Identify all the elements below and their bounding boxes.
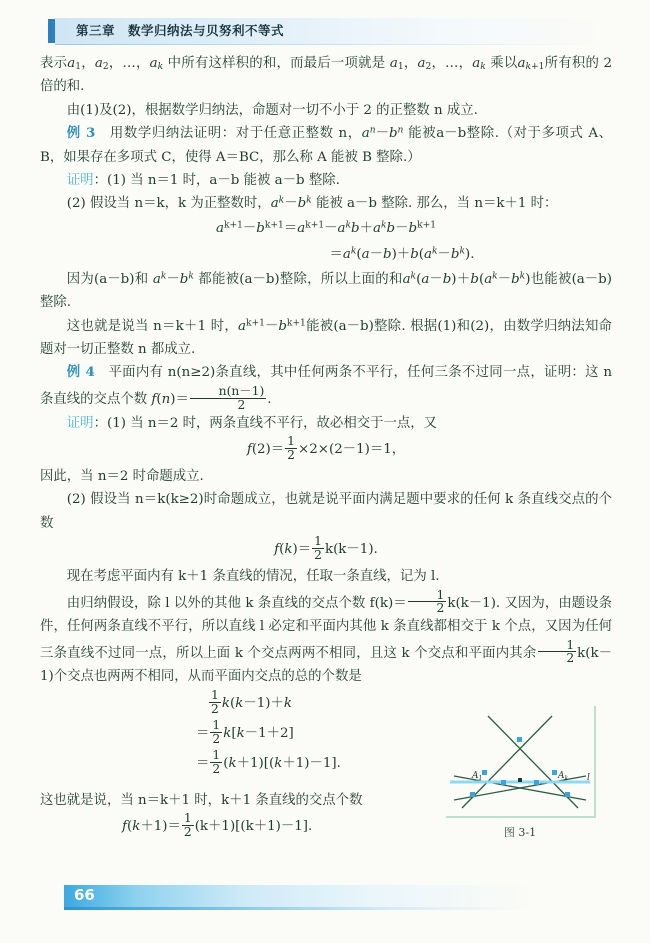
header-rule	[55, 44, 602, 45]
ex3-p3-a: 因为(a－b)和	[66, 271, 149, 287]
figure-frame-bottom	[446, 816, 596, 818]
example-4-proof-step1	[40, 412, 612, 435]
ex3-p4-a: 这也就是说当 n＝k＋1 时，	[66, 318, 238, 334]
fraction-one-half-2	[312, 535, 324, 562]
para1-part-c: 乘以	[490, 56, 518, 71]
half-den: 2	[212, 731, 221, 746]
figure-label-l: l	[587, 773, 590, 783]
chapter-title: 第三章 数学归纳法与贝努利不等式	[76, 23, 285, 38]
fraction-numerator: n(n－1)	[218, 383, 265, 398]
equation-sum-line2: ＝ $\frac{1}{2}$ k[k－1＋2]	[196, 717, 294, 746]
example-4-label: 例 4	[66, 364, 95, 381]
fraction-one-half-7	[210, 749, 222, 776]
example-3-proof-step1-text: ：(1) 当 n＝1 时，a－b 能被 a－b 整除.	[93, 173, 340, 189]
half-num: 1	[566, 637, 575, 652]
half-den: 2	[538, 651, 577, 665]
point-left-upper	[482, 770, 487, 775]
fraction-one-half-3	[408, 589, 447, 616]
page-number: 66	[74, 886, 95, 904]
half-den: 2	[314, 548, 322, 563]
figure-caption: 图 3-1	[503, 826, 537, 839]
proof-label-2: 证明	[66, 415, 94, 431]
half-den: 2	[408, 601, 447, 615]
ex3-p3-b: 都能被(a－b)整除，所以上面的和	[198, 271, 403, 287]
header-accent-bar	[48, 19, 55, 43]
equation-f2: f(2)＝ $\frac{1}{2}$ ×2×(2－1)＝1，	[246, 434, 406, 462]
para1-part-a: 表示	[40, 56, 68, 71]
paragraph-final-statement: 这也就是说，当 n＝k＋1 时，k＋1 条直线的交点个数	[40, 792, 363, 808]
equals-sign-1: ＝	[196, 725, 210, 741]
point-l-left	[501, 780, 506, 785]
half-num: 1	[287, 434, 296, 448]
equation-ak1-line1: $a^{k+1}-b^{k+1}=a^{k+1}-a^kb+a^kb-b^{k+1}$	[215, 220, 437, 236]
ex3-p4-b: 能被(a－b)整除. 根据(1)和(2)，由数学归纳法知命题对一切正整数 n 都成立.	[40, 318, 612, 358]
example-3-label: 例 3	[66, 125, 96, 142]
equation-fk: f(k)＝ $\frac{1}{2}$ k(k－1).	[274, 534, 378, 563]
fraction-one-half-4	[538, 639, 577, 666]
half-den: 2	[211, 701, 219, 716]
figure-3-1	[444, 704, 612, 854]
paragraph-continuation: 表示$a_1$，$a_2$，…，$a_k$ 中所有这样积的和，而最后一项就是 $a_1$，$a_2$，…，$a_k$ 乘以$a_{k+1}$所有积的 2 倍的和.	[40, 56, 613, 95]
fraction-n-n-minus-1-over-2	[190, 385, 266, 412]
paragraph-consider-k-plus-1: 现在考虑平面内有 k＋1 条直线的情况，任取一条直线，记为 l.	[66, 569, 440, 585]
figure-label-a1: $A_1$	[472, 771, 483, 782]
example-4-proof-step1-text: ：(1) 当 n＝2 时，两条直线不平行，故必相交于一点，又	[93, 415, 438, 431]
example-3-proof-step1	[40, 169, 612, 192]
point-top	[517, 737, 522, 742]
figure-drawing	[444, 704, 596, 816]
equation-sum-line1: $\frac{1}{2}$ k(k－1)＋k	[211, 687, 292, 716]
ex4-p4-a: 由归纳假设，除 l 以外的其他 k 条直线的交点个数 f(k)＝	[66, 595, 407, 611]
half-num: 1	[314, 534, 322, 549]
half-den: 2	[287, 447, 296, 462]
half-num: 1	[212, 747, 221, 762]
proof-label-1: 证明	[66, 173, 94, 189]
equation-ak1-line2: $=a^k(a-b)+b(a^k-b^k)$.	[329, 246, 475, 262]
ex4-p4-b: k(k－1). 又因为，由题设条件，任何两条直线不平行，所以直线 l 必定和平面内其他 k 条直线都相交于 k 个点，又因为任何三条直线不过同一点，所以上面 k 个交点两两不相同，且这 k 个交点和平面内其余	[40, 595, 612, 661]
footer-rule	[64, 907, 524, 910]
footer-band	[64, 885, 596, 907]
fraction-one-half-6	[210, 719, 222, 746]
example-4-stem: 平面内有 n(n≥2)条直线，其中任何两条不平行，任何三条不过同一点，证明：这 n 条直线的交点个数	[40, 365, 612, 407]
paragraph-n2-holds: 因此，当 n＝2 时命题成立.	[40, 468, 204, 484]
equation-sum-line3: ＝ $\frac{1}{2}$ (k＋1)[(k＋1)－1].	[196, 747, 341, 776]
fraction-one-half-5	[209, 689, 221, 716]
equation-f2-rhs: ×2×(2－1)＝1，	[298, 441, 406, 457]
example-3-stem-a: 用数学归纳法证明：对于任意正整数 n，	[109, 126, 362, 142]
paragraph-induction-hypothesis	[40, 589, 612, 689]
equation-fk-rhs: k(k－1).	[324, 542, 378, 558]
example-3-proof-step2-a: (2) 假设当 n＝k，k 为正整数时，	[66, 196, 271, 212]
half-den: 2	[183, 824, 192, 839]
example-4-statement: 例 4 平面内有 n(n≥2)条直线，其中任何两条不平行，任何三条不过同一点，证明：这 n 条直线的交点个数 f(n)＝ $\frac{n(n-1)}{2}$ .	[40, 364, 612, 412]
equation-f-k-plus-1: f(k＋1)＝ $\frac{1}{2}$ (k＋1)[(k＋1)－1].	[122, 811, 313, 839]
example-3-proof-divisible: 因为(a－b)和 $a^k-b^k$ 都能被(a－b)整除，所以上面的和$a^k(a-b)+b(a^k-b^k)$也能被(a－b)整除.	[40, 271, 612, 311]
ex4-p4-c: k(k－1)个交点也两两不相同，从而平面内交点的总的个数是	[40, 645, 612, 685]
example-3-proof-step2-b: 能被 a－b 整除. 那么，当 n＝k＋1 时：	[315, 196, 558, 212]
equals-sign-2: ＝	[196, 755, 210, 771]
example-3-stem-b: 能被a－b整除.（对于多项式 A、B，如果存在多项式 C，使得 A＝BC，那么称 A 能被 B 整除.）	[40, 126, 612, 165]
ex3-p3-c: 也能被(a－b)整除.	[40, 271, 612, 311]
para1-part-d: 所有积的 2 倍的和.	[40, 56, 613, 95]
half-den: 2	[212, 761, 221, 776]
equation-f-k-plus-1-rhs: (k＋1)[(k＋1)－1].	[194, 819, 313, 834]
point-center	[518, 778, 522, 782]
line-2	[488, 716, 578, 808]
half-num: 1	[183, 811, 192, 826]
half-num: 1	[211, 687, 219, 702]
paragraph-induction-conclusion: 由(1)及(2)，根据数学归纳法，命题对一切不小于 2 的正整数 n 成立.	[66, 102, 478, 118]
example-3-statement: 例 3 用数学归纳法证明：对于任意正整数 n，$a^n-b^n$ 能被a－b整除.（对于多项式 A、B，如果存在多项式 C，使得 A＝BC，那么称 A 能被 B 整除.）	[40, 125, 612, 165]
example-3-proof-step2: (2) 假设当 n＝k，k 为正整数时，$a^k-b^k$ 能被 a－b 整除. 那么，当 n＝k＋1 时：	[66, 195, 558, 212]
fraction-denominator: 2	[190, 398, 266, 412]
example-4-proof-step2: (2) 假设当 n＝k(k≥2)时命题成立，也就是说平面内满足题中要求的任何 k 条直线交点的个数	[40, 492, 612, 531]
running-head	[48, 18, 602, 45]
example-3-proof-conclusion: 这也就是说当 n＝k＋1 时，$a^{k+1}-b^{k+1}$能被(a－b)整除. 根据(1)和(2)，由数学归纳法知命题对一切正整数 n 都成立.	[40, 317, 612, 358]
para1-part-b: 中所有这样积的和，而最后一项就是	[167, 56, 386, 71]
half-num: 1	[212, 717, 221, 732]
page-footer	[36, 885, 596, 915]
point-l-right	[534, 780, 539, 785]
point-right-upper	[552, 770, 557, 775]
half-num: 1	[436, 587, 445, 602]
point-right-lower	[565, 792, 570, 797]
figure-label-ak: $A_k$	[558, 771, 569, 782]
figure-frame-right	[594, 706, 596, 818]
figure-svg	[444, 704, 596, 816]
point-left-lower	[470, 792, 475, 797]
fraction-one-half-8	[182, 812, 194, 839]
fraction-one-half-1	[285, 435, 297, 462]
line-1	[462, 716, 552, 808]
